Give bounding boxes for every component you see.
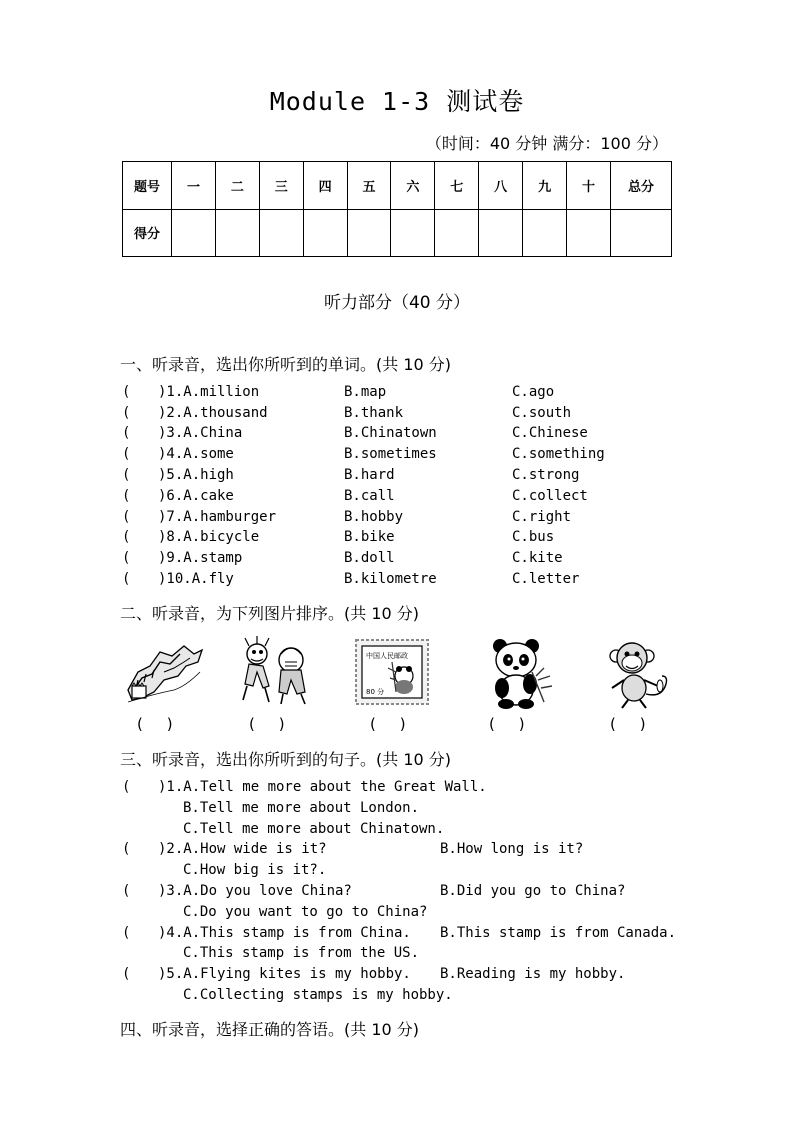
sentence-option-b: B.Tell me more about London.: [183, 800, 420, 816]
col-10: 十: [567, 162, 611, 210]
score-table-header-row: [123, 162, 672, 210]
sentence-option-a: )3.A.Do you love China?: [158, 883, 352, 899]
picture-answer-paren: ( ): [137, 715, 173, 733]
answer-paren: (: [122, 446, 131, 462]
answer-paren: (: [122, 425, 131, 441]
item-option-a: )6.A.cake: [158, 488, 234, 504]
score-cell: [611, 209, 672, 257]
item-option-a: )2.A.thousand: [158, 405, 268, 421]
score-table-score-row: [123, 209, 672, 257]
total-label: 总分: [611, 162, 672, 210]
answer-paren: (: [122, 571, 131, 587]
item-option-c: C.collect: [512, 488, 588, 504]
item-option-a: )9.A.stamp: [158, 550, 243, 566]
question-number-label: 题号: [123, 162, 172, 210]
item-option-b: B.doll: [344, 550, 395, 566]
score-cell: [391, 209, 435, 257]
item-option-c: C.bus: [512, 529, 555, 545]
sentence-option-a: )1.A.Tell me more about the Great Wall.: [158, 779, 487, 795]
sentence-option-a: )2.A.How wide is it?: [158, 841, 327, 857]
score-cell: [347, 209, 391, 257]
stamp-image: [352, 632, 432, 712]
item-option-c: C.kite: [512, 550, 563, 566]
answer-paren: (: [122, 467, 131, 483]
picture-answer-paren: ( ): [370, 715, 406, 733]
item-option-a: )3.A.China: [158, 425, 243, 441]
score-table: [122, 161, 672, 257]
answer-paren: (: [122, 883, 131, 899]
great-wall-image: [124, 632, 204, 712]
sentence-option-b: B.Reading is my hobby.: [440, 966, 626, 982]
item-option-c: C.ago: [512, 384, 555, 400]
sentence-option-c: C.Do you want to go to China?: [183, 904, 428, 920]
item-option-b: B.map: [344, 384, 387, 400]
item-option-a: )10.A.fly: [158, 571, 234, 587]
panda-image: [478, 632, 558, 712]
section-title: 听力部分（40 分）: [323, 293, 471, 313]
item-option-b: B.Chinatown: [344, 425, 437, 441]
lion-dance-image: [235, 632, 315, 712]
part1-heading: 一、听录音，选出你所听到的单词。(共 10 分): [120, 355, 452, 374]
item-option-b: B.kilometre: [344, 571, 437, 587]
answer-paren: (: [122, 779, 131, 795]
item-option-c: C.Chinese: [512, 425, 588, 441]
picture-answer-paren: ( ): [489, 715, 525, 733]
score-cell: [172, 209, 216, 257]
answer-paren: (: [122, 384, 131, 400]
col-8: 八: [479, 162, 523, 210]
stamp-value-text: 80 分: [366, 688, 385, 696]
sentence-option-b: B.This stamp is from Canada.: [440, 925, 677, 941]
answer-paren: (: [122, 529, 131, 545]
col-5: 五: [347, 162, 391, 210]
item-option-c: C.right: [512, 509, 572, 525]
item-option-c: C.letter: [512, 571, 580, 587]
sentence-option-a: )5.A.Flying kites is my hobby.: [158, 966, 411, 982]
score-cell: [523, 209, 567, 257]
col-3: 三: [259, 162, 303, 210]
sentence-option-c: C.This stamp is from the US.: [183, 945, 420, 961]
sentence-option-a: )4.A.This stamp is from China.: [158, 925, 411, 941]
item-option-b: B.call: [344, 488, 395, 504]
sentence-option-c: C.How big is it?.: [183, 862, 327, 878]
item-option-c: C.strong: [512, 467, 580, 483]
answer-paren: (: [122, 966, 131, 982]
col-4: 四: [303, 162, 347, 210]
answer-paren: (: [122, 509, 131, 525]
score-cell: [215, 209, 259, 257]
col-1: 一: [172, 162, 216, 210]
item-option-b: B.hobby: [344, 509, 404, 525]
item-option-a: )5.A.high: [158, 467, 234, 483]
answer-paren: (: [122, 841, 131, 857]
sentence-option-c: C.Tell me more about Chinatown.: [183, 821, 445, 837]
sentence-option-b: B.How long is it?: [440, 841, 584, 857]
answer-paren: (: [122, 550, 131, 566]
item-option-a: )1.A.million: [158, 384, 260, 400]
item-option-a: )8.A.bicycle: [158, 529, 260, 545]
sentence-option-c: C.Collecting stamps is my hobby.: [183, 987, 453, 1003]
item-option-c: C.something: [512, 446, 605, 462]
part2-heading: 二、听录音，为下列图片排序。(共 10 分): [120, 604, 420, 623]
score-cell: [259, 209, 303, 257]
stamp-country-text: 中国人民邮政: [366, 652, 408, 660]
item-option-a: )7.A.hamburger: [158, 509, 277, 525]
exam-time-score: （时间：40 分钟 满分：100 分）: [425, 134, 668, 153]
answer-paren: (: [122, 405, 131, 421]
score-label: 得分: [123, 209, 172, 257]
item-option-b: B.bike: [344, 529, 395, 545]
score-cell: [303, 209, 347, 257]
part4-heading: 四、听录音，选择正确的答语。(共 10 分): [120, 1020, 420, 1039]
item-option-b: B.hard: [344, 467, 395, 483]
col-2: 二: [215, 162, 259, 210]
col-6: 六: [391, 162, 435, 210]
picture-answer-paren: ( ): [249, 715, 285, 733]
page-title: Module 1-3 测试卷: [269, 87, 525, 116]
sentence-option-b: B.Did you go to China?: [440, 883, 626, 899]
item-option-b: B.thank: [344, 405, 404, 421]
item-option-c: C.south: [512, 405, 572, 421]
col-9: 九: [523, 162, 567, 210]
part3-heading: 三、听录音，选出你所听到的句子。(共 10 分): [120, 750, 452, 769]
answer-paren: (: [122, 925, 131, 941]
item-option-a: )4.A.some: [158, 446, 234, 462]
score-cell: [479, 209, 523, 257]
item-option-b: B.sometimes: [344, 446, 437, 462]
picture-answer-paren: ( ): [610, 715, 646, 733]
monkey-image: [596, 632, 676, 712]
score-cell: [435, 209, 479, 257]
col-7: 七: [435, 162, 479, 210]
score-cell: [567, 209, 611, 257]
answer-paren: (: [122, 488, 131, 504]
